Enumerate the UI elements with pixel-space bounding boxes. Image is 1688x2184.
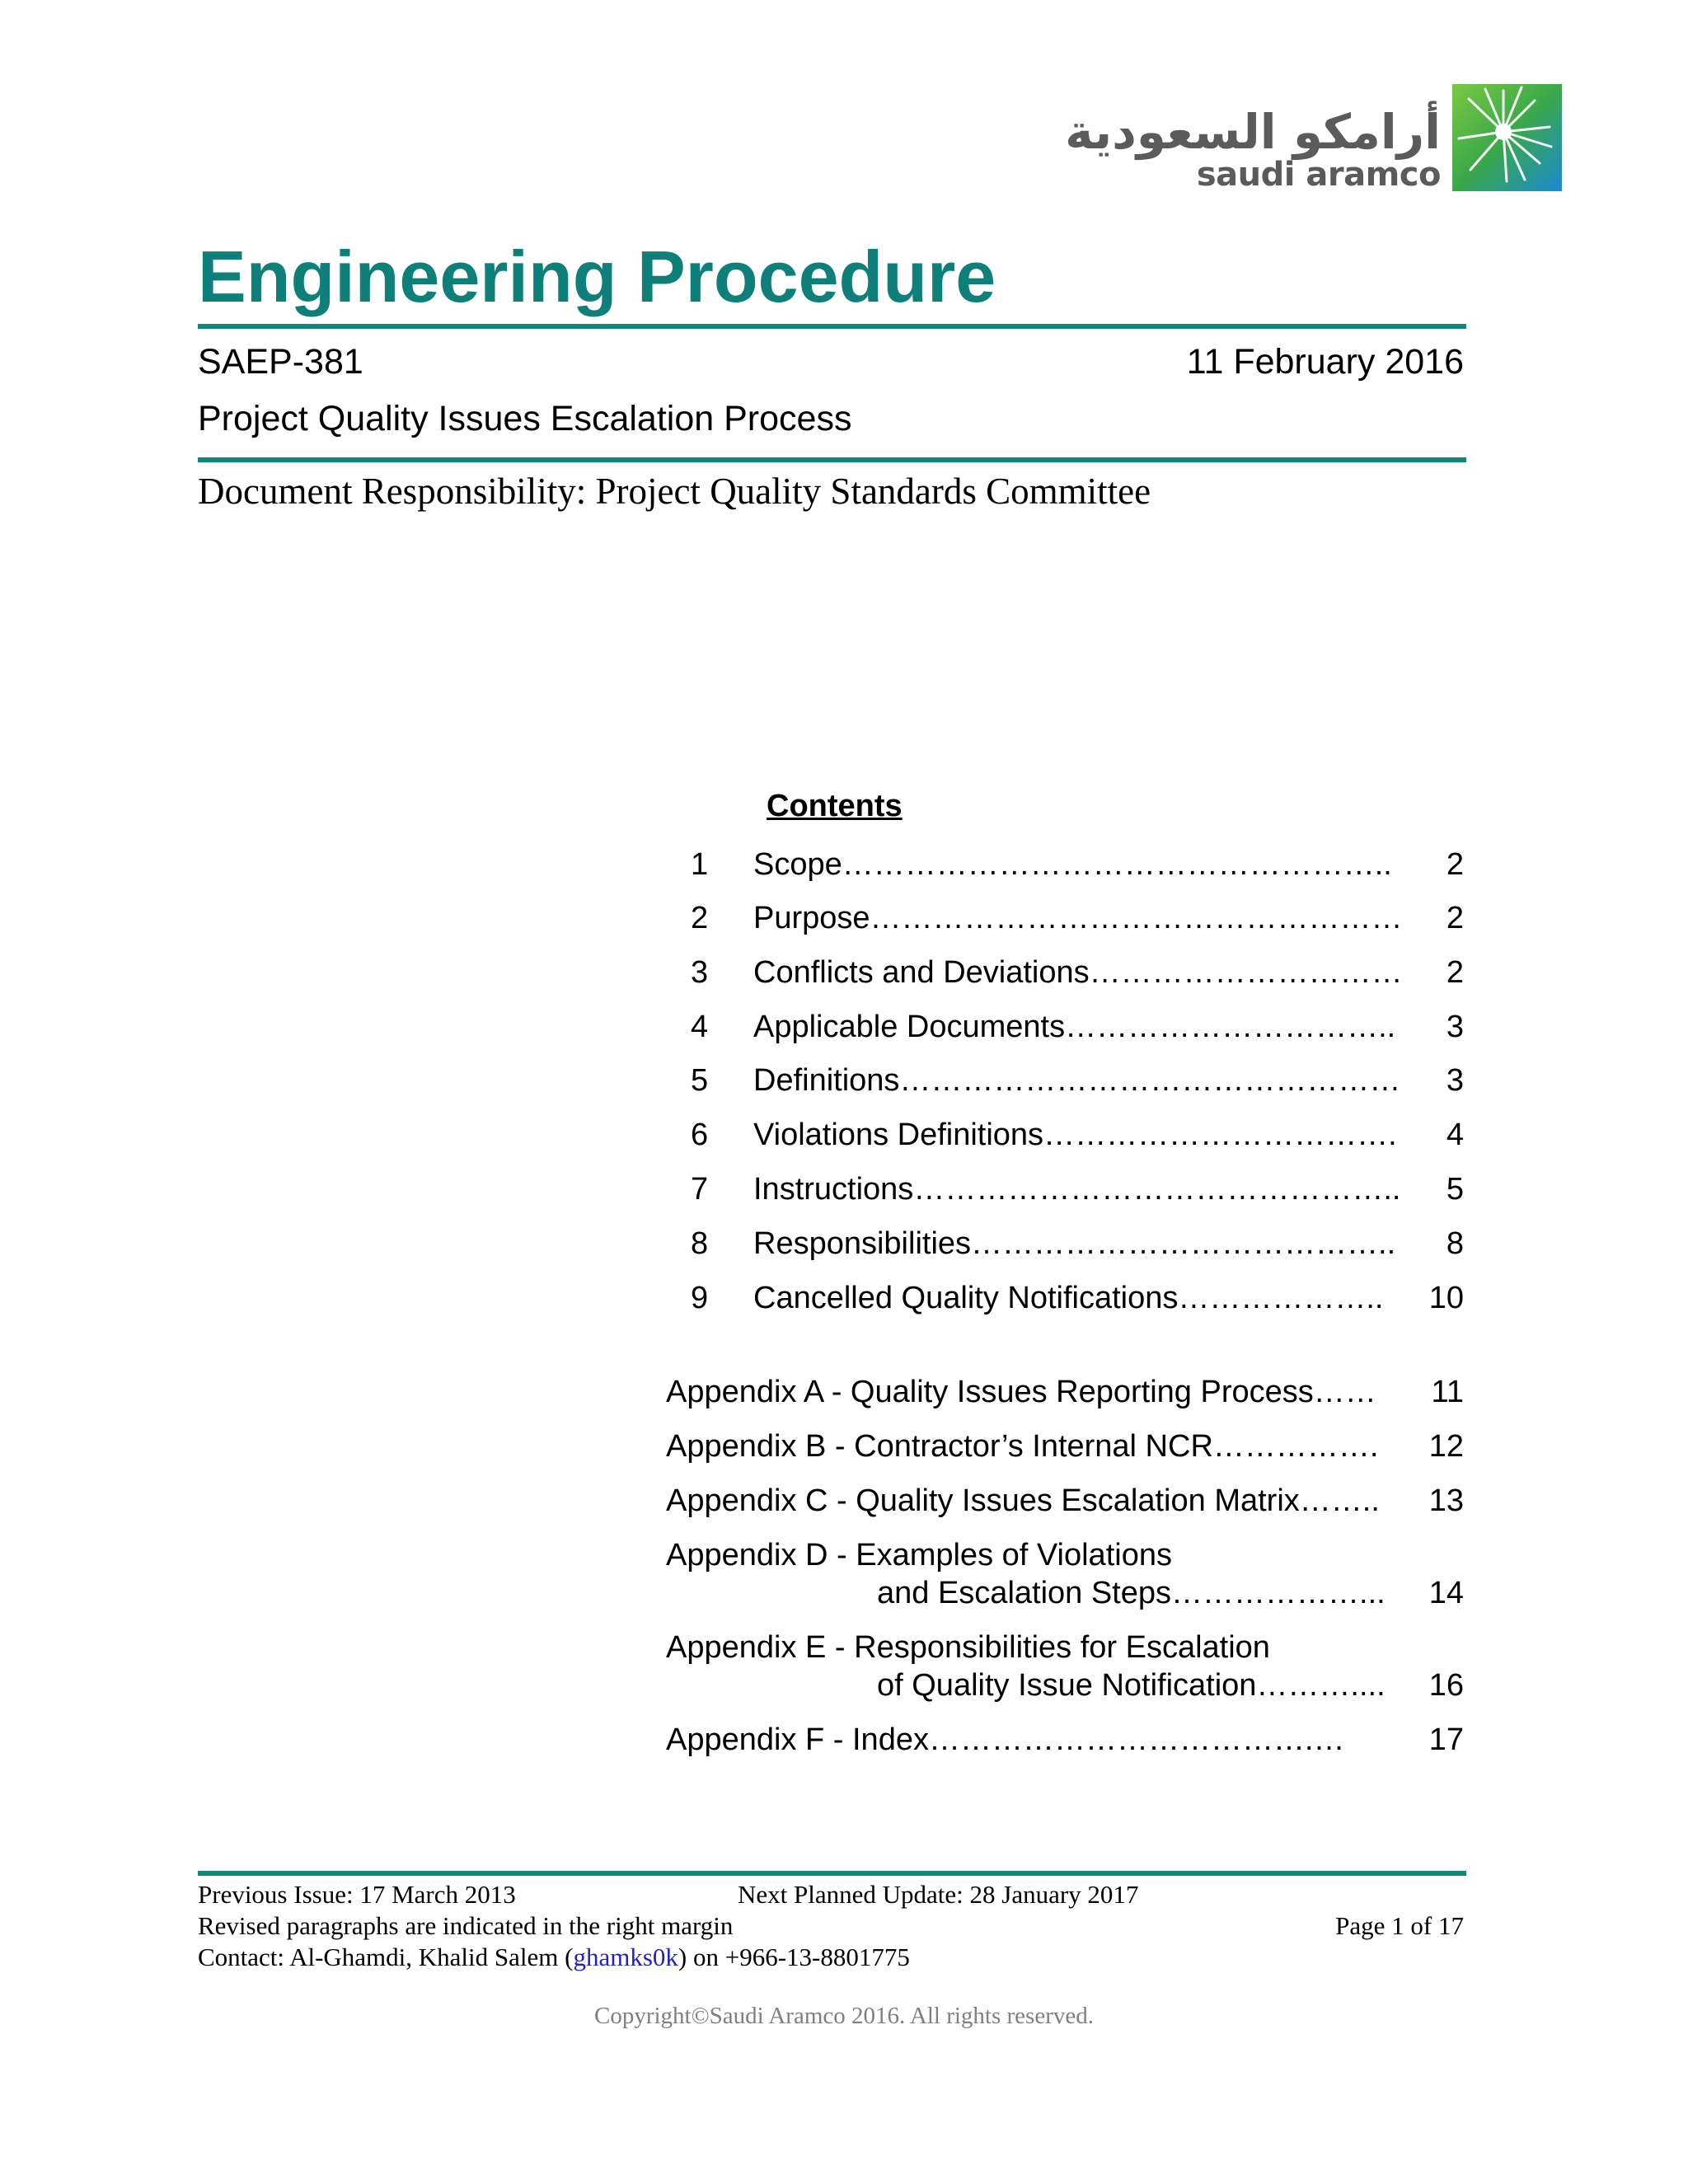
- toc-entry[interactable]: [666, 1277, 1464, 1319]
- toc-appendix-entry[interactable]: [666, 1629, 1464, 1704]
- toc-label: Purpose……………………………………………: [753, 901, 1403, 935]
- contact-prefix: Contact: Al-Ghamdi, Khalid Salem (: [198, 1943, 574, 1971]
- toc-leader: ……………………………………………: [870, 901, 1403, 935]
- toc-number: 4: [691, 1010, 709, 1044]
- toc-appendix-entry[interactable]: [666, 1536, 1464, 1612]
- toc-page: 10: [1428, 1281, 1464, 1315]
- toc-page: 3: [1446, 1010, 1464, 1044]
- footer-divider: [198, 1871, 1466, 1876]
- toc-number: 1: [691, 847, 709, 882]
- previous-issue: Previous Issue: 17 March 2013: [198, 1880, 516, 1909]
- toc-page: 8: [1446, 1226, 1464, 1261]
- toc-leader: ………………………………………..: [913, 1172, 1401, 1207]
- logo-arabic-text: أرامكو السعودية: [1065, 104, 1441, 160]
- page-number: Page 1 of 17: [1335, 1911, 1464, 1940]
- toc-leader: ………………..: [1178, 1281, 1384, 1315]
- toc-page: 12: [1428, 1429, 1464, 1464]
- toc-page: 11: [1431, 1375, 1464, 1409]
- toc-number: 5: [691, 1063, 709, 1098]
- aramco-star-icon: [1452, 84, 1562, 191]
- toc-entry[interactable]: [666, 1060, 1464, 1101]
- toc-appendix-entry[interactable]: [666, 1427, 1464, 1465]
- copyright: Copyright©Saudi Aramco 2016. All rights reserved.: [594, 2003, 1094, 2029]
- document-date: 11 February 2016: [1186, 342, 1464, 382]
- toc-page: 14: [1428, 1576, 1464, 1610]
- toc-number: 9: [691, 1281, 709, 1315]
- header-divider: [198, 324, 1466, 329]
- toc-appendix-entry[interactable]: [666, 1373, 1464, 1411]
- toc-entry[interactable]: [666, 1006, 1464, 1047]
- toc-label: Violations Definitions…………………………….: [753, 1118, 1397, 1152]
- toc-number: 3: [691, 955, 709, 990]
- toc-number: 2: [691, 901, 709, 935]
- toc-entry[interactable]: [666, 1114, 1464, 1155]
- toc-number: 6: [691, 1118, 709, 1152]
- toc-page: 4: [1446, 1118, 1464, 1152]
- document-number: SAEP-381: [198, 342, 363, 382]
- appendix-label: Appendix D - Examples of Violations: [666, 1538, 1172, 1572]
- logo-english-text: saudi aramco: [1196, 156, 1441, 194]
- next-planned-update: Next Planned Update: 28 January 2017: [738, 1880, 1139, 1909]
- toc-label: Applicable Documents…………………………..: [753, 1010, 1396, 1044]
- toc-label: Instructions………………………………………..: [753, 1172, 1401, 1207]
- document-type-title: Engineering Procedure: [198, 236, 996, 317]
- toc-leader: …………………………….: [1043, 1118, 1397, 1152]
- toc-appendix-entry[interactable]: [666, 1482, 1464, 1520]
- toc-number: 8: [691, 1226, 709, 1261]
- toc-label: Cancelled Quality Notifications………………..: [753, 1281, 1384, 1315]
- toc-leader: …………………………..: [1065, 1010, 1396, 1044]
- toc-page: 2: [1446, 955, 1464, 990]
- toc-page: 17: [1428, 1722, 1464, 1757]
- contact-link[interactable]: ghamks0k: [573, 1943, 678, 1971]
- appendix-label: Appendix A - Quality Issues Reporting Process……: [666, 1375, 1376, 1409]
- toc-page: 2: [1446, 901, 1464, 935]
- toc-leader: …………………………………………: [899, 1063, 1401, 1098]
- appendix-label: Appendix C - Quality Issues Escalation Matrix……..: [666, 1483, 1380, 1518]
- appendix-label: Appendix E - Responsibilities for Escalation: [666, 1630, 1270, 1665]
- toc-label: Definitions…………………………………………: [753, 1063, 1401, 1098]
- toc-leader: ……………………………………………..: [842, 847, 1392, 882]
- toc-leader: …………………………: [1089, 955, 1403, 990]
- toc-page: 3: [1446, 1063, 1464, 1098]
- toc-label: Scope……………………………………………..: [753, 847, 1392, 882]
- appendix-label: Appendix B - Contractor’s Internal NCR…………….: [666, 1429, 1379, 1464]
- appendix-label-continued: and Escalation Steps………………...: [877, 1576, 1386, 1610]
- toc-entry[interactable]: [666, 1169, 1464, 1210]
- revised-note: Revised paragraphs are indicated in the right margin: [198, 1911, 734, 1940]
- contents-heading: Contents: [767, 789, 903, 823]
- toc-entry[interactable]: [666, 844, 1464, 885]
- toc-appendix-entry[interactable]: [666, 1721, 1464, 1759]
- toc-page: 2: [1446, 847, 1464, 882]
- toc-label: Conflicts and Deviations…………………………: [753, 955, 1403, 990]
- header-divider: [198, 457, 1466, 462]
- appendix-label-continued: of Quality Issue Notification………....: [877, 1668, 1386, 1703]
- contact-suffix: ) on +966-13-8801775: [678, 1943, 910, 1971]
- contact-line: [198, 1942, 910, 1973]
- toc-page: 16: [1428, 1668, 1464, 1703]
- toc-page: 5: [1446, 1172, 1464, 1207]
- toc-entry[interactable]: [666, 898, 1464, 939]
- toc-number: 7: [691, 1172, 709, 1207]
- toc-page: 13: [1428, 1483, 1464, 1518]
- document-title: Project Quality Issues Escalation Process: [198, 399, 852, 438]
- toc-label: Responsibilities…………………………………..: [753, 1226, 1396, 1261]
- toc-leader: …………………………………..: [971, 1226, 1396, 1261]
- document-responsibility: Document Responsibility: Project Quality Standards Committee: [198, 471, 1151, 512]
- toc-entry[interactable]: [666, 952, 1464, 993]
- toc-entry[interactable]: [666, 1223, 1464, 1264]
- appendix-label: Appendix F - Index……………………………….…: [666, 1722, 1345, 1757]
